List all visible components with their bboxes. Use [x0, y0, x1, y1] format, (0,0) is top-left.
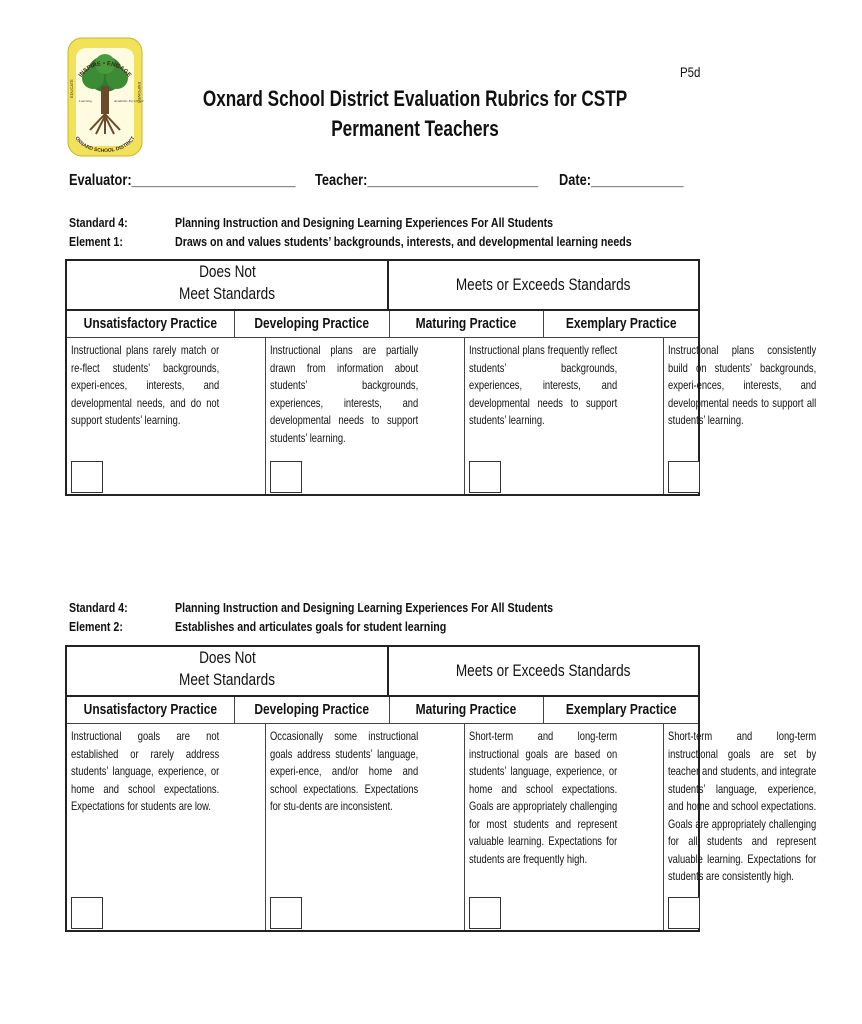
- level-exemplary: Exemplary Practice: [565, 315, 677, 332]
- element-text: Draws on and values students’ backgrounds, interests, and developmental learning needs: [175, 234, 632, 249]
- element-text: Establishes and articulates goals for student learning: [175, 619, 447, 634]
- level-maturing: Maturing Practice: [390, 311, 545, 337]
- desc-unsatisfactory: [67, 338, 266, 494]
- desc-text: Instructional plans consistently build on students’ backgrounds, experi-ences, interests, and developmental needs to support all students’ learning.: [668, 343, 817, 427]
- meets-exceeds-label: Meets or Exceeds Standards: [456, 275, 631, 294]
- element-label: Element 1:: [69, 234, 123, 249]
- unsatisfactory-checkbox[interactable]: [71, 897, 103, 929]
- logo-arc-text: INSPIRE • ENGAGE: [78, 60, 132, 79]
- does-not-meet-line1: Does Not: [198, 262, 256, 281]
- logo-bottom-text: OXNARD SCHOOL DISTRICT: [73, 135, 137, 155]
- evaluator-field[interactable]: Evaluator:_______________________: [69, 172, 296, 189]
- desc-text: Instructional plans frequently reflect students’ backgrounds, experiences, interests, and developmental needs to support students’ learning.: [469, 343, 618, 427]
- page-id: P5d: [680, 64, 701, 80]
- level-developing: Developing Practice: [235, 311, 390, 337]
- desc-developing: [266, 724, 465, 930]
- standard-text: Planning Instruction and Designing Learning Experiences For All Students: [175, 215, 554, 230]
- desc-unsatisfactory: [67, 724, 266, 930]
- maturing-checkbox[interactable]: [469, 461, 501, 493]
- logo-right-text: EMPOWER: [137, 82, 142, 104]
- level-unsatisfactory: Unsatisfactory Practice: [67, 311, 235, 337]
- does-not-meet-line2: Meet Standards: [178, 670, 275, 689]
- developing-checkbox[interactable]: [270, 897, 302, 929]
- maturing-checkbox[interactable]: [469, 897, 501, 929]
- element-label: Element 2:: [69, 619, 123, 634]
- exemplary-checkbox[interactable]: [668, 897, 700, 929]
- level-exemplary: Exemplary Practice: [565, 701, 677, 718]
- desc-text: Short-term and long-term instructional goals are set by teacher and students, and integrate students’ language, experience, and home and school expectations. Goals are appropriately challenging for all students and represent valuable learning. Expectations for students are consistently high.: [668, 729, 817, 883]
- unsatisfactory-checkbox[interactable]: [71, 461, 103, 493]
- desc-text: Instructional plans rarely match or re-flect students’ backgrounds, experi-ences, interests, and developmental needs, and do not support students’ learning.: [71, 343, 220, 427]
- desc-developing: [266, 338, 465, 494]
- does-not-meet-line2: Meet Standards: [178, 284, 275, 303]
- logo-leaf-right: Academic Excellence: [114, 99, 144, 103]
- desc-maturing: [465, 724, 664, 930]
- date-field[interactable]: Date:_____________: [559, 172, 684, 189]
- does-not-meet-header: [67, 647, 389, 695]
- desc-text: Instructional goals are not established or rarely address students’ language, experience, or home and school expectations. Expectations for students are low.: [71, 729, 220, 813]
- rubric-table-element-2: [65, 645, 817, 932]
- does-not-meet-line1: Does Not: [198, 648, 256, 667]
- desc-text: Short-term and long-term instructional goals are based on students’ language, experience, or home and school expectations. Goals are appropriately challenging for most students and represent valuable learning. Expectations for students are frequently high.: [469, 729, 618, 866]
- standard-label: Standard 4:: [69, 215, 128, 230]
- desc-text: Instructional plans are partially drawn from information about students’ backgrounds, experiences, interests, and developmental needs to support students’ learning.: [270, 343, 419, 445]
- developing-checkbox[interactable]: [270, 461, 302, 493]
- logo-left-text: EDUCATE: [69, 79, 74, 98]
- level-maturing: Maturing Practice: [390, 697, 545, 723]
- does-not-meet-header: [67, 261, 389, 309]
- meets-exceeds-label: Meets or Exceeds Standards: [456, 661, 631, 680]
- teacher-field[interactable]: Teacher:________________________: [315, 172, 539, 189]
- standard-label: Standard 4:: [69, 600, 128, 615]
- desc-exemplary: [664, 338, 862, 494]
- meets-exceeds-header: [389, 647, 698, 695]
- level-unsatisfactory: Unsatisfactory Practice: [67, 697, 235, 723]
- desc-exemplary: [664, 724, 862, 930]
- desc-text: Occasionally some instructional goals address students’ language, experi-ence, and/or home and school expectations. Expectations for stu-dents are inconsistent.: [270, 729, 419, 813]
- desc-maturing: [465, 338, 664, 494]
- document-title-line1: Oxnard School District Evaluation Rubrics for CSTP: [202, 86, 628, 111]
- meets-exceeds-header: [389, 261, 698, 309]
- exemplary-checkbox[interactable]: [668, 461, 700, 493]
- rubric-table-element-1: [65, 259, 817, 496]
- logo-leaf-left: Learning: [79, 99, 92, 103]
- document-title-line2: Permanent Teachers: [331, 116, 499, 141]
- standard-text: Planning Instruction and Designing Learning Experiences For All Students: [175, 600, 554, 615]
- level-developing: Developing Practice: [235, 697, 390, 723]
